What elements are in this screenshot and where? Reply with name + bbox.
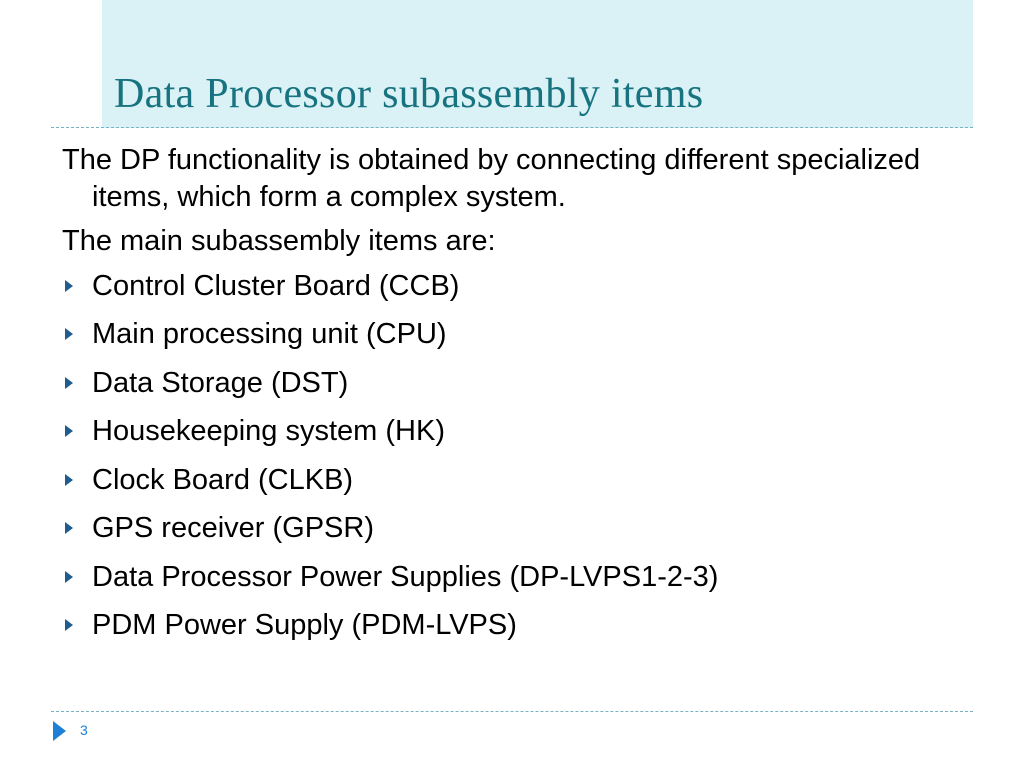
list-item	[62, 607, 962, 656]
top-divider	[51, 127, 973, 128]
triangle-bullet-icon	[65, 522, 73, 534]
list-item-label: Housekeeping system (HK)	[92, 415, 445, 448]
bottom-divider	[51, 711, 973, 712]
page-number: 3	[80, 722, 88, 738]
triangle-bullet-icon	[65, 425, 73, 437]
list-item	[62, 365, 962, 414]
triangle-bullet-icon	[65, 474, 73, 486]
triangle-bullet-icon	[65, 280, 73, 292]
subassembly-list	[62, 268, 962, 656]
slide-title: Data Processor subassembly items	[114, 71, 704, 117]
list-item	[62, 559, 962, 608]
list-item-label: Clock Board (CLKB)	[92, 463, 354, 496]
list-item-label: Main processing unit (CPU)	[92, 318, 447, 351]
triangle-footer-icon	[53, 721, 66, 741]
list-item	[62, 316, 962, 365]
list-item	[62, 268, 962, 317]
list-item-label: Control Cluster Board (CCB)	[92, 269, 460, 302]
intro-paragraph: The DP functionality is obtained by connecting different specialized items, which form a complex system.	[62, 144, 921, 213]
triangle-bullet-icon	[65, 571, 73, 583]
list-item	[62, 413, 962, 462]
lead-paragraph: The main subassembly items are:	[62, 225, 496, 258]
triangle-bullet-icon	[65, 377, 73, 389]
list-item-label: Data Processor Power Supplies (DP-LVPS1-2-3)	[92, 560, 719, 593]
triangle-bullet-icon	[65, 619, 73, 631]
list-item-label: Data Storage (DST)	[92, 366, 349, 399]
list-item-label: GPS receiver (GPSR)	[92, 512, 374, 545]
slide-body	[62, 142, 962, 656]
list-item	[62, 462, 962, 511]
list-item	[62, 510, 962, 559]
triangle-bullet-icon	[65, 328, 73, 340]
list-item-label: PDM Power Supply (PDM-LVPS)	[92, 609, 517, 642]
